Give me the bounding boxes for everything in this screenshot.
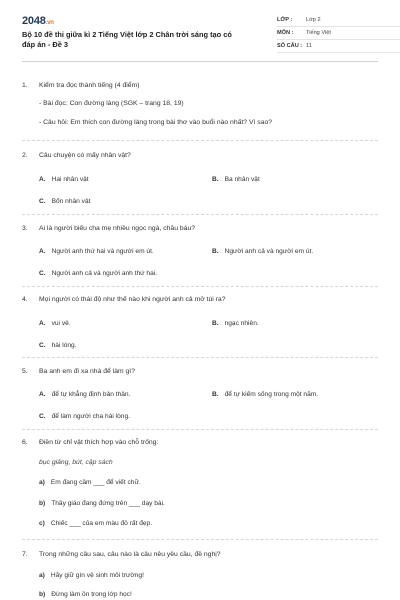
option-letter: A. <box>39 176 46 183</box>
question-number: 2. <box>22 152 28 159</box>
question-2 <box>22 152 378 208</box>
option-c[interactable] <box>39 198 90 205</box>
option-letter: B. <box>212 248 219 255</box>
item-letter: a) <box>39 572 45 579</box>
option-letter: A. <box>39 248 46 255</box>
option-c[interactable] <box>39 342 77 349</box>
option-text: Hai nhân vật <box>51 176 89 183</box>
question-number: 1. <box>22 82 28 89</box>
option-letter: A. <box>39 391 46 398</box>
question-divider <box>22 539 378 540</box>
question-stem: Ba anh em đi xa nhà để làm gì? <box>39 368 135 375</box>
option-text: Ba nhân vật <box>224 176 260 183</box>
option-text: Người anh cả và người em út. <box>224 248 314 255</box>
logo-text: 2048 <box>22 15 46 27</box>
question-line: - Câu hỏi: Em thích con đường làng trong bài thơ vào buổi nào nhất? Vì sao? <box>39 119 272 126</box>
option-letter: B. <box>212 320 219 327</box>
option-b[interactable] <box>212 320 259 327</box>
item-letter: c) <box>39 520 45 527</box>
option-b[interactable] <box>212 176 260 183</box>
option-b[interactable] <box>212 248 313 255</box>
question-divider <box>22 357 378 358</box>
question-5 <box>22 368 378 424</box>
site-logo[interactable] <box>22 15 54 27</box>
question-divider <box>22 140 378 141</box>
option-a[interactable] <box>39 320 71 327</box>
meta-class-label: LỚP : <box>277 17 293 23</box>
option-a[interactable] <box>39 391 130 398</box>
option-text: Bốn nhân vật <box>51 198 91 205</box>
meta-subject-row <box>277 27 400 40</box>
document-header <box>22 0 378 62</box>
question-number: 3. <box>22 225 28 232</box>
option-text: hài lòng. <box>51 342 77 349</box>
fill-item-a[interactable] <box>39 479 141 486</box>
item-text: Đừng làm ồn trong lớp học! <box>51 591 132 598</box>
logo-tld: .vn <box>45 20 54 26</box>
item-text: Em đang cầm ___ để viết chữ. <box>50 479 141 486</box>
item-text: Thầy giáo đang đứng trên ___ dạy bài. <box>51 500 165 507</box>
sentence-item-b[interactable] <box>39 591 132 598</box>
document-title: Bộ 10 đề thi giữa kì 2 Tiếng Việt lớp 2 Chân trời sáng tạo có đáp án - Đề 3 <box>22 30 232 49</box>
question-number: 7. <box>22 551 28 558</box>
meta-subject-value: Tiếng Việt <box>306 30 331 36</box>
question-number: 6. <box>22 439 28 446</box>
question-stem: Kiểm tra đọc thành tiếng (4 điểm) <box>39 82 140 89</box>
option-c[interactable] <box>39 413 130 420</box>
option-text: ngạc nhiên. <box>224 320 259 327</box>
item-letter: a) <box>39 479 45 486</box>
option-text: Người anh thứ hai và người em út. <box>51 248 154 255</box>
option-letter: C. <box>39 270 46 277</box>
item-text: Chiếc ___ của em màu đỏ rất đẹp. <box>50 520 153 527</box>
sentence-item-a[interactable] <box>39 572 144 579</box>
question-divider <box>22 286 378 287</box>
option-text: để tự khẳng định bản thân. <box>51 391 131 398</box>
question-divider <box>22 429 378 430</box>
option-a[interactable] <box>39 248 154 255</box>
question-7 <box>22 551 378 600</box>
question-1 <box>22 82 378 132</box>
option-letter: C. <box>39 413 46 420</box>
option-text: Người anh cả và người anh thứ hai. <box>51 270 158 277</box>
option-letter: C. <box>39 342 46 349</box>
option-letter: A. <box>39 320 46 327</box>
question-6 <box>22 439 378 531</box>
question-stem: Ai là người biếu cha mẹ nhiều ngọc ngà, châu báu? <box>39 225 196 232</box>
option-text: để làm người cha hài lòng. <box>51 413 130 420</box>
meta-subject-label: MÔN : <box>277 30 294 36</box>
meta-box <box>277 14 400 53</box>
option-letter: B. <box>212 391 219 398</box>
question-3 <box>22 225 378 281</box>
fill-item-b[interactable] <box>39 500 165 507</box>
question-number: 5. <box>22 368 28 375</box>
option-text: để tự kiếm sống trong một năm. <box>224 391 319 398</box>
meta-count-value: 11 <box>306 43 312 49</box>
word-bank-hint: bục giảng, bút, cặp sách <box>39 459 113 466</box>
item-letter: b) <box>39 591 46 598</box>
meta-count-row <box>277 40 400 53</box>
question-stem: Câu chuyện có mấy nhân vật? <box>39 152 131 159</box>
item-letter: b) <box>39 500 46 507</box>
question-stem: Điền từ chỉ vật thích hợp vào chỗ trống: <box>39 439 159 446</box>
question-4 <box>22 296 378 352</box>
question-stem: Trong những câu sau, câu nào là câu nêu yêu cầu, đề nghị? <box>39 551 221 558</box>
option-c[interactable] <box>39 270 157 277</box>
question-stem: Mọi người có thái độ như thế nào khi người anh cả mở túi ra? <box>39 296 226 303</box>
meta-count-label: SỐ CÂU : <box>277 43 303 49</box>
option-letter: B. <box>212 176 219 183</box>
question-number: 4. <box>22 296 28 303</box>
question-line: - Bài đọc: Con đường làng (SGK – trang 18, 19) <box>39 100 184 107</box>
question-divider <box>22 214 378 215</box>
option-letter: C. <box>39 198 46 205</box>
meta-class-row <box>277 14 400 27</box>
option-text: vui vẻ. <box>51 320 71 327</box>
meta-class-value: Lớp 2 <box>306 17 321 23</box>
option-a[interactable] <box>39 176 89 183</box>
item-text: Hãy giữ gìn vệ sinh môi trường! <box>50 572 144 579</box>
option-b[interactable] <box>212 391 318 398</box>
fill-item-c[interactable] <box>39 520 152 527</box>
